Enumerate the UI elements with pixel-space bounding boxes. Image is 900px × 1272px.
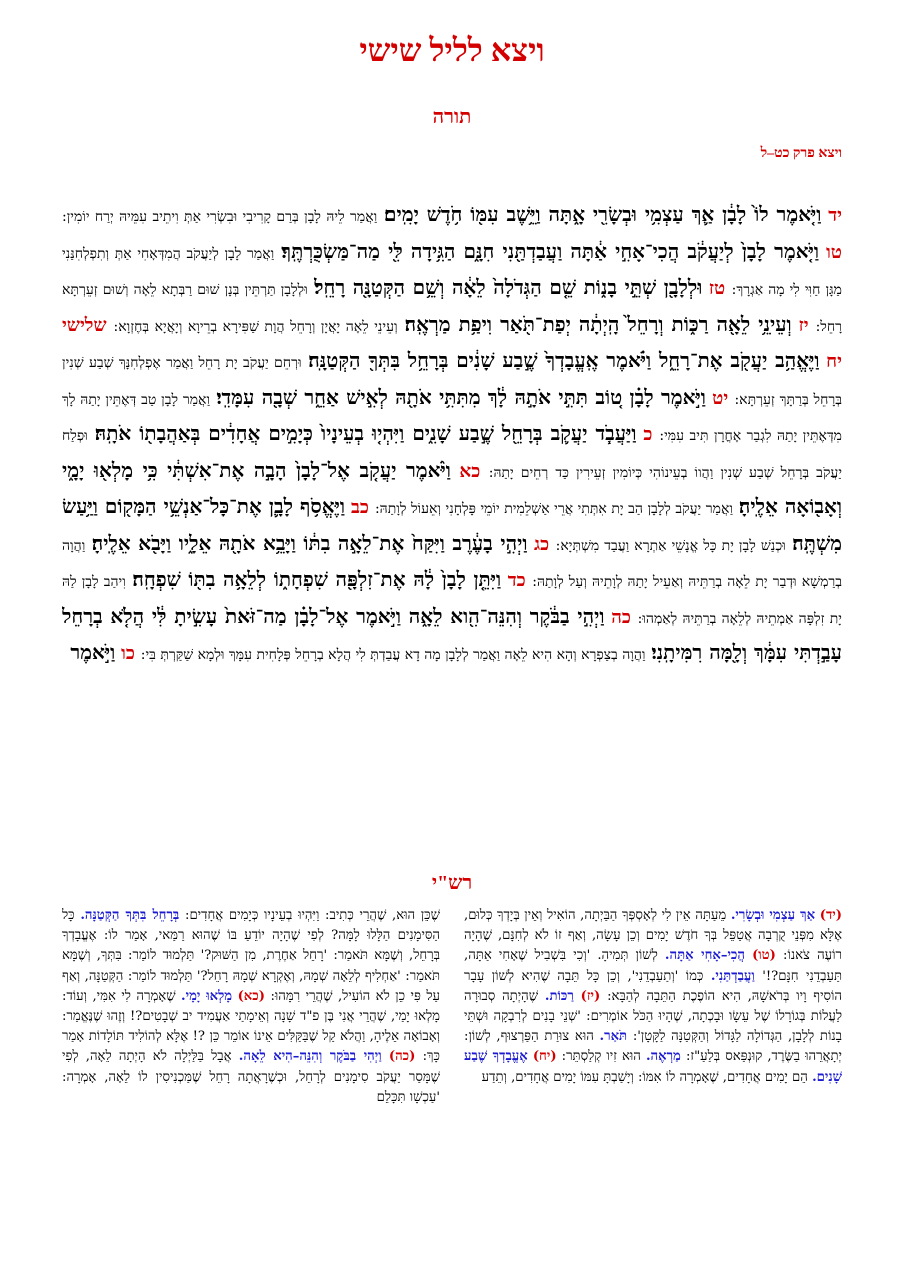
rashi-dibur-hamatchil: רַכּוֹת. (544, 988, 574, 1004)
verse-number: כג (534, 534, 550, 555)
verse-text: וּלְלָבָ֖ן שְׁתֵּ֣י בָנ֑וֹת שֵׁ֤ם הַגְּדֹלָה֙ לֵאָ֔ה וְשֵׁ֥ם הַקְּטַנָּ֖ה רָחֵֽל׃ (314, 275, 703, 299)
rashi-text: כְּמוֹ 'וְתַעַבְדֵנִי', וְכֵן כָּל תֵּבָה שֶׁהִיא לְשׁוֹן עָבָר הוֹסִיף וָיו בְּרֹאשָׁהּ, הִיא הוֹפֶכֶת הַתֵּבָה לְהַבָּא: (464, 968, 842, 1004)
verse-number: יח (826, 352, 842, 372)
rashi-dibur-hamatchil: בְּרָחֵל בִּתְּךָ הַקְּטַנָּה. (80, 908, 180, 923)
verse-number: כא (459, 461, 481, 482)
verse-text: וַיְהִ֣י בָעֶ֔רֶב וַיִּקַּח֙ אֶת־לֵאָ֣ה בִתּ֔וֹ וַיָּבֵ֥א אֹתָ֖הּ אֵלָ֑יו וַיָּבֹ֖א אֵלֶֽיהָ׃ (91, 530, 528, 555)
verse-number: כ (643, 425, 653, 445)
rashi-dibur-hamatchil: מַרְאֶה. (645, 1049, 681, 1065)
targum-text: וַהֲוָה בְצַפְרָא וְהָא הִיא לֵאָה וַאֲמַר לְלָבָן מָה דָא עֲבַדְתְּ לִי הֲלָא בְרָחֵל פְּלָחִית עִמָּךְ וּלְמָא שַׁקַּרְתְּ בִּי: (140, 647, 646, 663)
verse-number: כב (351, 498, 369, 518)
rashi-text: שֶׁהָיְתָה סְבוּרָה לַעֲלוֹת בְּגוֹרָלוֹ שֶׁל עֵשָׂו וּבָכְתָה, שֶׁהָיוּ הַכֹּל אוֹמְרִים: 'שְׁנֵי בָנִים לְרִבְקָה וּשְׁתֵּי בָנוֹת לְלָבָן, הַגְּדוֹלָה לַגָּדוֹל וְהַקְּטַנָּה לַקָּטָן': (464, 988, 842, 1045)
chapter-label: ויצא פרק כט–ל (760, 146, 842, 161)
rashi-entry (557, 1049, 681, 1064)
torah-text (62, 198, 842, 856)
verse-text: וַיֹּ֤אמֶר לָבָן֙ לְיַעֲקֹ֔ב הֲכִי־אָחִ֣י אַ֔תָּה וַעֲבַדְתַּ֖נִי חִנָּ֑ם הַגִּ֥ידָה לִּ֖י מַה־מַּשְׂכֻּרְתֶּֽךָ׃ (281, 238, 819, 263)
rashi-text: הוּא צוּרַת הַפַּרְצוּף, לְשׁוֹן: יְתָאֲרֵהוּ בַשֶּׂרֶד, קוּנְפַּאס בְּלַעַ"ז: (464, 1029, 842, 1065)
targum-text: וּלְלָבָן תַּרְתֵּין בְּנָן שׁוּם רַבְּתָא לֵאָה וְשׁוּם זְעֵרְתָּא רָחֵל: (62, 282, 842, 335)
verse-text: וַיֹּ֣אמֶר (70, 640, 116, 664)
rashi-commentary (62, 906, 842, 1236)
verse-text: וַיֹּ֨אמֶר יַעֲקֹ֤ב אֶל־לָבָן֙ הָבָ֣ה אֶת־אִשְׁתִּ֔י כִּ֥י מָלְא֖וּ יָמָ֑י וְאָב֖וֹאָה אֵלֶֽיהָ׃ (62, 457, 842, 518)
targum-text: וַאֲמַר לָבָן טַב דְּאֶתֵּין יָתַהּ לָךְ מִדְּאֶתֵּין יָתַהּ לִגְבַר אָחֳרָן תִּיב עִמִּי: (62, 391, 842, 444)
rashi-text: הֵם יָמִים אֲחָדִים, שֶׁאָמְרָה לוֹ אִמּוֹ: וְיָשַׁבְתָּ עִמּוֹ יָמִים אֲחָדִים, וְתֵדַע (481, 1069, 808, 1085)
rashi-text: שֶׁכֵּן הוּא, שֶׁהֲרֵי כְּתִיב: וַיִּהְיוּ בְעֵינָיו כְּיָמִים אֲחָדִים: (185, 908, 440, 923)
rashi-entry (62, 1049, 440, 1104)
verse-number: כו (121, 644, 135, 664)
rashi-verse-number: (כא) (237, 988, 265, 1004)
rashi-dibur-hamatchil: וַעֲבַדְתַּנִי. (710, 968, 755, 984)
rashi-verse-number: (יח) (532, 1049, 557, 1065)
rashi-column-right (464, 906, 842, 1236)
rashi-entry (179, 908, 440, 923)
verse-number: טז (708, 279, 726, 299)
verse-number: טו (826, 242, 842, 263)
verse-number: כד (507, 571, 526, 591)
verse-number: יד (828, 206, 842, 226)
rashi-text: כָּל הַסִּימָנִים הַלָּלוּ לָמָּה? לְפִי שֶׁהָיָה יוֹדֵעַ בּוֹ שֶׁהוּא רַמַּאי, אָמַר לוֹ: אֶעֱבָדְךָ בְּרָחֵל, וְשֶׁמָּא תֹּאמַר: 'רָחֵל אַחֶרֶת, מִן הַשּׁוּק?' תַּלְמוּד לוֹמַר: בִּתְּךָ, וְשֶׁמָּא תֹּאמַר: 'אַחְלִיף לְלֵאָה שְׁמָהּ, וְאֶקְרָא שְׁמָהּ רָחֵל?' תַּלְמוּד לוֹמַר: הַקְּטַנָּה, וְאַף עַל פִּי כֵן לֹא הוֹעִיל, שֶׁהֲרֵי רִמָּהוּ: (62, 908, 440, 1004)
verse-text: וַיְהִ֣י בַבֹּ֔קֶר וְהִנֵּה־הִ֖וא לֵאָ֑ה וַיֹּ֣אמֶר אֶל־לָבָ֗ן מַה־זֹּאת֙ עָשִׂ֣יתָ לִּ֔י הֲלֹ֤א בְרָחֵל֙ עָבַ֣דְתִּי עִמָּ֔ךְ וְלָ֖מָּה רִמִּיתָֽנִי׃ (62, 603, 842, 664)
verse-text: וַיֹּ֤אמֶר לוֹ֙ לָבָ֔ן אַ֛ךְ עַצְמִ֥י וּבְשָׂרִ֖י אָ֑תָּה וַיֵּ֥שֶׁב עִמּ֖וֹ חֹ֥דֶשׁ יָמִֽים׃ (384, 202, 822, 226)
rashi-text: מֵעַתָּה אֵין לִי לְאָסְפְּךָ הַבַּיְתָה, הוֹאִיל וְאֵין בְּיָדְךָ כְּלוּם, אֶלָּא מִפְּנֵי קֻרְבָה אֲטַפֵּל בְּךָ חֹדֶשׁ יָמִים וְכֵן עָשָׂה, וְאַף זוֹ לֹא לְחִנָּם, שֶׁהָיָה רוֹעֶה צֹאנוֹ: (464, 908, 842, 964)
rashi-dibur-hamatchil: אַךְ עַצְמִי וּבְשָׂרִי. (730, 908, 816, 923)
section-title-torah: תורה (432, 106, 472, 128)
rashi-dibur-hamatchil: הֲכִי–אָחִי אַתָּה. (664, 948, 745, 964)
verse-text: וַיֹּ֣אמֶר לָבָ֗ן ט֚וֹב תִּתִּ֣י אֹתָ֣הּ לָ֔ךְ מִתִּתִּ֥י אֹתָ֖הּ לְאִ֣ישׁ אַחֵ֑ר שְׁבָ֖ה עִמָּדִֽי׃ (216, 384, 706, 409)
targum-text: וּרְחֵם יַעֲקֹב יָת רָחֵל וַאֲמַר אֶפְלְחִנָּךְ שְׁבַע שְׁנִין בְּרָחֵל בְּרַתָּךְ זְעֵרְתָּא: (62, 355, 842, 408)
rashi-text: לְשׁוֹן תְּמִיהָ. 'וְכִי בִּשְׁבִיל שֶׁאָחִי אַתָּה, תַּעַבְדֵנִי חִנָּם?!' (464, 948, 842, 984)
page-title: ויצא לליל שישי (359, 32, 545, 68)
verse-text: וַיַּעֲבֹ֧ד יַעֲקֹ֛ב בְּרָחֵ֖ל שֶׁ֣בַע שָׁנִ֑ים וַיִּהְי֤וּ בְעֵינָיו֙ כְּיָמִ֣ים אֲחָדִ֔ים בְּאַהֲבָת֖וֹ אֹתָֽהּ׃ (94, 421, 637, 445)
section-title-rashi: רש"י (431, 872, 473, 894)
verse-number: יט (712, 388, 729, 409)
targum-text: וּפְלַח יַעֲקֹב בְּרָחֵל שְׁבַע שְׁנִין וַהֲווֹ בְעֵינוֹהִי כְּיוֹמִין זְעֵירִין כַּד רְחֵים יָתַהּ: (62, 428, 842, 481)
targum-text: וַהֲוָה בְרַמְשָׁא וּדְבַר יָת לֵאָה בְרַתֵּיהּ וְאַעֵיל יָתַהּ לְוָתֵיהּ וְעַל לְוָתַהּ: (62, 537, 842, 590)
targum-text: וַאֲמַר לֵיהּ לָבָן בְּרַם קָרִיבִי וּבִשְׂרִי אַתְּ וִיתֵיב עִמֵּיהּ יְרַח יוֹמִין: (62, 209, 378, 225)
rashi-text: שֶׁאָמְרָה לִי אִמִּי, וְעוֹד: מָלְאוּ יָמַי, שֶׁהֲרֵי אֲנִי בֶּן פ"ד שָׁנָה וְאֵימָתַי אַעֲמִיד יב שְׁבָטִים?! וְזֶהוּ שֶׁנֶּאֱמַר: וְאָבוֹאָה אֵלֶיהָ, וַהֲלֹא קַל שֶׁבַּקַּלִּים אֵינוֹ אוֹמֵר כֵּן ?! אֶלָּא לְהוֹלִיד תּוֹלָדוֹת אָמַר כָּךְ: (62, 988, 440, 1065)
rashi-verse-number: (טו) (752, 948, 776, 964)
rashi-text: אֲבָל בַּלַּיְלָה לֹא הָיְתָה לֵאָה, לְפִי שֶׁמָּסַר יַעֲקֹב סִימָנִים לְרָחֵל, וּכְשֶׁרָאֲתָה רָחֵל שֶׁמַּכְנִיסִין לוֹ לֵאָה, אָמְרָה: 'עַכְשָׁו תִּכָּלֵם (62, 1049, 440, 1105)
verse-text: וַיֶּאֱסֹ֥ף לָבָ֛ן אֶת־כָּל־אַנְשֵׁ֥י הַמָּק֖וֹם וַיַּ֥עַשׂ מִשְׁתֶּֽה׃ (62, 494, 842, 555)
verse-text: וַיִּתֵּ֤ן לָבָן֙ לָ֔הּ אֶת־זִלְפָּ֖ה שִׁפְחָת֑וֹ לְלֵאָ֥ה בִתּ֖וֹ שִׁפְחָֽה׃ (132, 567, 502, 591)
rashi-verse-number: (יז) (580, 988, 601, 1004)
targum-text: וַאֲמַר לָבָן לְיַעֲקֹב הֲמִדְּאָחִי אַתְּ וְתִפְלְחִנַּנִי מַגָּן חַוִּי לִי מָה אַגְרָךְ: (62, 245, 842, 298)
targum-text: וִיהַב לָבָן לַהּ יָת זִלְפָּה אַמְתֵיהּ לְלֵאָה בְרַתֵּיהּ לְאַמְהוּ: (62, 574, 842, 627)
rashi-verse-number: (יד) (819, 908, 842, 923)
verse-number: יז (798, 315, 809, 336)
verse-text: וַיֶּאֱהַ֥ב יַעֲקֹ֖ב אֶת־רָחֵ֑ל וַיֹּ֗אמֶר אֶֽעֱבָדְךָ֙ שֶׁ֣בַע שָׁנִ֔ים בְּרָחֵ֥ל בִּתְּךָ֖ הַקְּטַנָּֽה׃ (308, 348, 820, 372)
rashi-dibur-hamatchil: תֹּאַר. (599, 1029, 628, 1045)
aliyah-marker: שלישי (62, 315, 107, 336)
rashi-dibur-hamatchil: וַיְהִי בַבֹּקֶר וְהִנֵּה–הִיא לֵאָה. (238, 1049, 382, 1065)
rashi-verse-number: (כה) (388, 1049, 416, 1065)
rashi-dibur-hamatchil: מָלְאוּ יָמָי. (181, 988, 233, 1004)
rashi-dibur-hamatchil: אֶעֱבָדְךָ שֶׁבַע שָׁנִים. (464, 1049, 842, 1085)
verse-number: כה (611, 607, 631, 628)
targum-text: וּכְנַשׁ לָבָן יָת כָּל אֱנָשֵׁי אַתְרָא וַעֲבַד מִשְׁתְּיָא: (555, 537, 786, 554)
rashi-column-left (62, 906, 440, 1236)
targum-text: וְעֵינֵי לֵאָה יָאֲיָן וְרָחֵל הֲוָת שַׁפִּירָא בְרֵיוָא וְיָאֲיָא בְּחֶזְוָא: (113, 318, 398, 335)
rashi-text: הוּא זִיו קְלַסְתֵּר: (561, 1049, 641, 1065)
verse-text: וְעֵינֵ֥י לֵאָ֖ה רַכּ֑וֹת וְרָחֵל֙ הָֽיְתָ֔ה יְפַת־תֹּ֖אַר וִיפַ֥ת מַרְאֶֽה׃ (404, 311, 792, 336)
targum-text: וַאֲמַר יַעֲקֹב לְלָבָן הַב יָת אִתְּתִי אֲרֵי אַשְׁלֵמִית יוֹמֵי פָּלְחָנִי וְאֵעוֹל לְוָתַהּ: (374, 501, 733, 517)
